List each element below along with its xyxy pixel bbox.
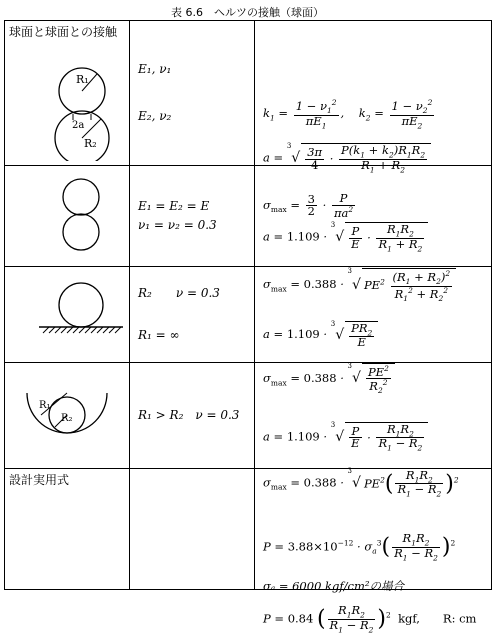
sphere-1 xyxy=(63,179,99,215)
sphere-2 xyxy=(63,214,99,250)
params-cell xyxy=(130,267,255,363)
formula-k: $k_1$ = $\frac{1 - \nu_1^2}{\pi E_1}$ , $k_2$ = $\frac{1 - \nu_2^2}{\pi E_2}$ xyxy=(263,98,433,130)
params-cell xyxy=(130,363,255,469)
plane-hatching xyxy=(43,327,121,333)
diagram-cell xyxy=(5,21,130,166)
param-line-2: E₂, ν₂ xyxy=(138,109,172,123)
sphere-2 xyxy=(55,111,109,161)
diagram-cell xyxy=(5,267,130,363)
hertz-contact-table xyxy=(4,20,492,634)
table-row xyxy=(5,363,492,469)
formula-sigma: $\sigma_{max}$ = $\frac{3}{2}$ · $\frac{P}{\pi a^2}$ xyxy=(263,191,354,220)
formula-a: a = 1.109 · $^3$√ $\frac{P}{E}$ · $\frac{R_1R_2}{R_1 + R_2}$ xyxy=(263,222,428,253)
param-line-2: ν₁ = ν₂ = 0.3 xyxy=(138,218,217,232)
formula-a: a = $^3$√ $\frac{3\pi}{4}$ · $\frac{P(k_1 + k_2)R_1R_2}{R_1 + R_2}$ xyxy=(263,143,431,174)
label-r1: R₁ xyxy=(39,400,51,411)
diagram-cell xyxy=(5,363,130,469)
formula-cell xyxy=(255,21,492,220)
formula-p: $P = 3.88\times 10^{-12} \cdot \sigma_a^3$( $\frac{R_1R_2}{R_1 - R_2}$ )$^2$ xyxy=(263,531,456,563)
label-2a: 2a xyxy=(72,120,85,131)
label-r2: R₂ xyxy=(84,137,97,150)
two-spheres-diagram xyxy=(5,21,130,161)
table-row xyxy=(5,21,492,166)
row-header: 球面と球面との接触 xyxy=(9,25,118,39)
param-line-1: E₁ = E₂ = E xyxy=(138,198,210,213)
label-r2: R₂ xyxy=(61,413,73,424)
param-line-1: E₁, ν₁ xyxy=(138,61,172,76)
formula-sigma: $\sigma_{max} = 0.388 \cdot ^3√PE^2$( $\frac{R_1R_2}{R_1 - R_2}$ )$^2$ xyxy=(263,466,459,499)
radius-line-2 xyxy=(82,119,101,138)
table-caption: 表 6.6 ヘルツの接触（球面） xyxy=(171,6,324,19)
formula-a: a = 1.109 · $^3$√ $\frac{PR_2}{E}$ xyxy=(263,321,378,349)
param-line-2: R₁ = ∞ xyxy=(138,327,180,342)
params-cell xyxy=(130,166,255,267)
param-line-1: R₁ > R₂ ν = 0.3 xyxy=(138,407,240,422)
label-cell xyxy=(5,469,130,590)
sphere-in-cavity-diagram xyxy=(5,363,130,464)
table-row xyxy=(5,166,492,267)
row-header: 設計実用式 xyxy=(9,473,70,487)
formula-p-simplified: P = 0.84 ( $\frac{R_1R_2}{R_1 - R_2}$ )$^2$ kgf, R: cm xyxy=(263,603,477,634)
formula-sigma: $\sigma_{max} = 0.388 \cdot ^3√PE^2$ $\frac{(R_1 + R_2)^2}{R_1^2 + R_2^2}$ xyxy=(263,268,456,302)
diagram-cell xyxy=(5,166,130,267)
condition-line: σₐ = 6000 kgf/cm²の場合 xyxy=(263,579,404,593)
param-line-1: R₂ ν = 0.3 xyxy=(138,286,220,301)
formula-a: a = 1.109 · $^3$√ $\frac{P}{E}$ · $\frac{R_1R_2}{R_1 - R_2}$ xyxy=(263,422,428,453)
sphere xyxy=(59,283,103,327)
formula-sigma: $\sigma_{max} = 0.388 \cdot ^3√$ $\frac{PE^2}{R_2^2}$ xyxy=(263,363,395,395)
params-cell xyxy=(130,21,255,166)
equal-spheres-diagram xyxy=(5,166,130,262)
sphere-on-plane-diagram xyxy=(5,267,130,358)
params-cell xyxy=(130,469,255,590)
label-r1: R₁ xyxy=(76,73,89,86)
